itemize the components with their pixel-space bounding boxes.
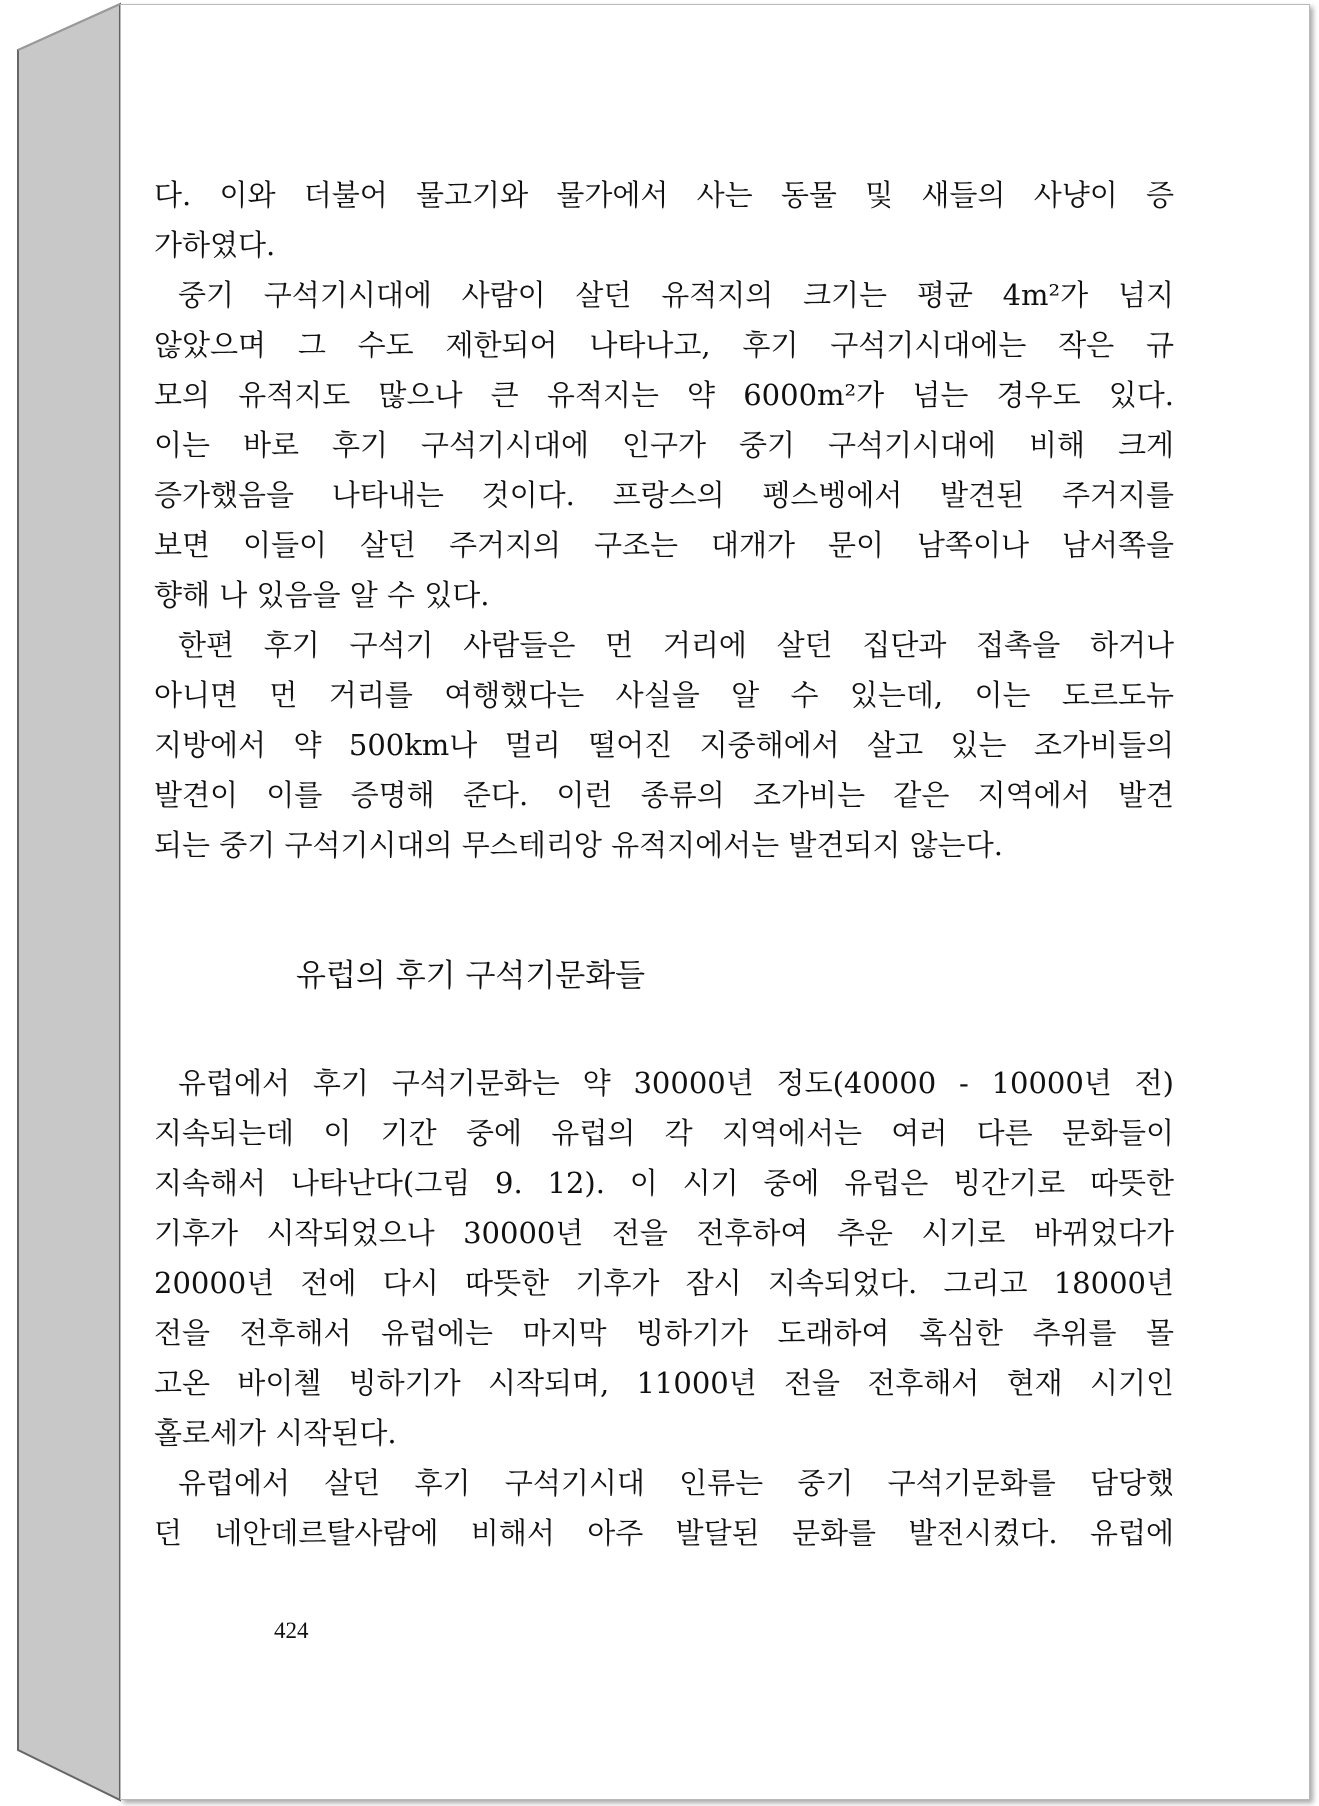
text-line: 보면 이들이 살던 주거지의 구조는 대개가 문이 남쪽이나 남서쪽을 [154,528,1174,562]
text-line: 되는 중기 구석기시대의 무스테리앙 유적지에서는 발견되지 않는다. [154,828,1003,862]
text-line: 가하였다. [154,228,276,262]
text-line: 던 네안데르탈사람에 비해서 아주 발달된 문화를 발전시켰다. 유럽에 [154,1516,1174,1550]
text-line: 다. 이와 더불어 물고기와 물가에서 사는 동물 및 새들의 사냥이 증 [154,178,1174,212]
text-line: 중기 구석기시대에 사람이 살던 유적지의 크기는 평균 4m²가 넘지 [178,278,1174,312]
text-line: 지속되는데 이 기간 중에 유럽의 각 지역에서는 여러 다른 문화들이 [154,1116,1174,1150]
text-line: 발견이 이를 증명해 준다. 이런 종류의 조가비는 같은 지역에서 발견 [154,778,1174,812]
text-line: 아니면 먼 거리를 여행했다는 사실을 알 수 있는데, 이는 도르도뉴 [154,678,1174,712]
text-line: 지속해서 나타난다(그림 9. 12). 이 시기 중에 유럽은 빙간기로 따뜻한 [154,1166,1174,1200]
text-line: 모의 유적지도 많으나 큰 유적지는 약 6000m²가 넘는 경우도 있다. [154,378,1174,412]
text-line: 증가했음을 나타내는 것이다. 프랑스의 펭스벵에서 발견된 주거지를 [154,478,1174,512]
text-line: 기후가 시작되었으나 30000년 전을 전후하여 추운 시기로 바뀌었다가 [154,1216,1174,1250]
text-line: 20000년 전에 다시 따뜻한 기후가 잠시 지속되었다. 그리고 18000년 [154,1266,1174,1300]
text-line: 이는 바로 후기 구석기시대에 인구가 중기 구석기시대에 비해 크게 [154,428,1174,462]
text-line: 고온 바이첼 빙하기가 시작되며, 11000년 전을 전후해서 현재 시기인 [154,1366,1174,1400]
text-line: 한편 후기 구석기 사람들은 먼 거리에 살던 집단과 접촉을 하거나 [178,628,1174,662]
text-line: 홀로세가 시작된다. [154,1416,397,1450]
section-heading: 유럽의 후기 구석기문화들 [296,958,646,994]
text-line: 지방에서 약 500km나 멀리 떨어진 지중해에서 살고 있는 조가비들의 [154,728,1174,762]
text-line: 유럽에서 살던 후기 구석기시대 인류는 중기 구석기문화를 담당했 [178,1466,1174,1500]
text-line: 유럽에서 후기 구석기문화는 약 30000년 정도(40000 - 10000년 전) [178,1066,1174,1100]
text-line: 전을 전후해서 유럽에는 마지막 빙하기가 도래하여 혹심한 추위를 몰 [154,1316,1174,1350]
text-line: 향해 나 있음을 알 수 있다. [154,578,490,612]
page-number: 424 [274,1618,309,1643]
text-line: 않았으며 그 수도 제한되어 나타나고, 후기 구석기시대에는 작은 규 [154,328,1174,362]
